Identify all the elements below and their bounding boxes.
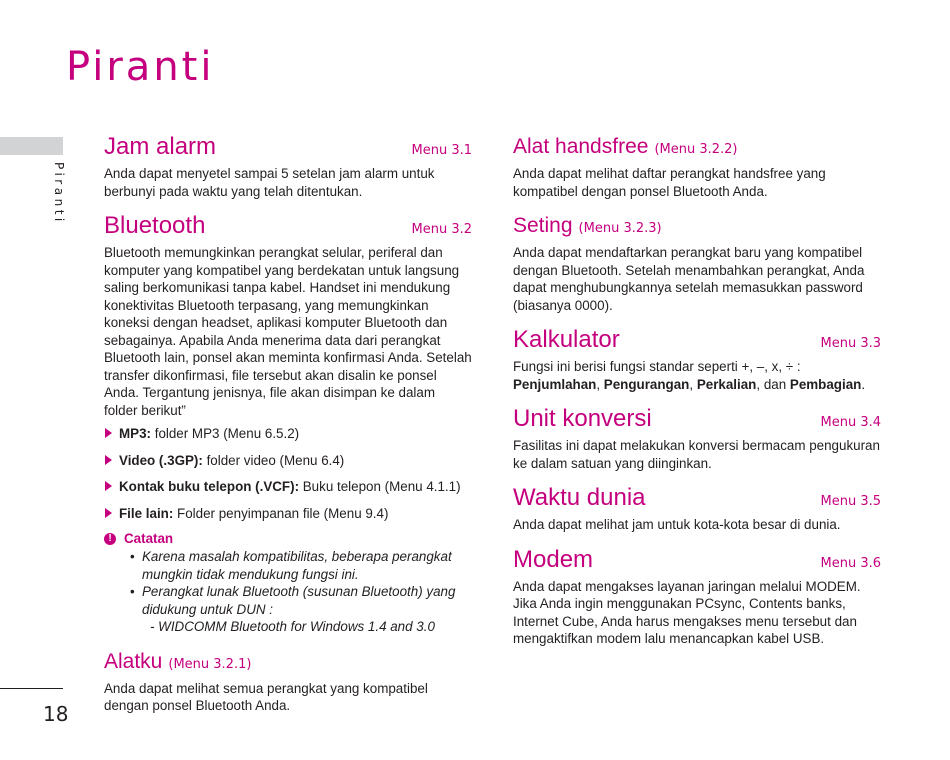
item-label: File lain: xyxy=(119,505,174,521)
section-modem xyxy=(513,546,881,648)
list-item xyxy=(104,425,472,443)
separator: , xyxy=(689,376,697,392)
section-alatku xyxy=(104,648,472,715)
menu-reference: Menu 3.2 xyxy=(411,222,472,237)
item-label: Video (.3GP): xyxy=(119,452,203,468)
section-body: Anda dapat menyetel sampai 5 setelan jam alarm untuk berbunyi pada waktu yang telah ditentukan. xyxy=(104,166,435,199)
section-body: Anda dapat mendaftarkan perangkat baru yang kompatibel dengan Bluetooth. Setelah menambahkan perangkat, Anda dapat menghubungkannya setelah memasukkan password (biasanya 0000). xyxy=(513,245,865,313)
section-body: Anda dapat melihat semua perangkat yang kompatibel dengan ponsel Bluetooth Anda. xyxy=(104,680,428,713)
section-title: Seting xyxy=(513,214,573,237)
menu-reference: Menu 3.6 xyxy=(820,555,881,571)
section-header xyxy=(513,405,881,433)
note-text: Karena masalah kompatibilitas, beberapa perangkat mungkin tidak mendukung fungsi ini. xyxy=(142,549,452,582)
section-header xyxy=(513,133,881,161)
triangle-bullet-icon xyxy=(105,428,112,438)
section-header xyxy=(104,133,472,161)
triangle-bullet-icon xyxy=(105,508,112,518)
section-title: Kalkulator xyxy=(513,326,620,353)
op-subtract: Pengurangan xyxy=(603,376,690,392)
list-item xyxy=(104,452,472,470)
section-body xyxy=(513,358,881,393)
menu-reference: (Menu 3.2.2) xyxy=(654,142,738,157)
section-kalkulator xyxy=(513,326,881,393)
folder-list xyxy=(104,425,472,522)
body-text: Fungsi ini berisi fungsi standar seperti +, –, x, ÷ : xyxy=(513,359,801,374)
note-box xyxy=(104,531,472,636)
page-title: Piranti xyxy=(66,44,215,90)
menu-reference: (Menu 3.2.1) xyxy=(168,656,252,672)
item-text: folder video (Menu 6.4) xyxy=(202,452,345,468)
triangle-bullet-icon xyxy=(105,481,112,491)
menu-reference: Menu 3.3 xyxy=(820,336,881,351)
note-item xyxy=(130,548,472,583)
menu-reference: Menu 3.5 xyxy=(820,494,881,509)
menu-reference: Menu 3.1 xyxy=(411,143,472,158)
section-title: Unit konversi xyxy=(513,405,652,432)
page-number: 18 xyxy=(43,702,69,726)
note-text: Perangkat lunak Bluetooth (susunan Bluetooth) yang didukung untuk DUN : xyxy=(142,584,456,617)
side-section-label: Piranti xyxy=(52,162,66,225)
op-divide: Pembagian xyxy=(789,376,862,392)
menu-reference: (Menu 3.2.3) xyxy=(578,221,662,236)
section-bluetooth xyxy=(104,212,472,636)
section-header xyxy=(513,484,881,512)
section-title: Alatku xyxy=(104,649,163,673)
list-item xyxy=(104,478,472,496)
note-header xyxy=(104,531,472,546)
note-subitem: - WIDCOMM Bluetooth for Windows 1.4 and 3.0 xyxy=(150,619,435,634)
item-text: Folder penyimpanan file (Menu 9.4) xyxy=(173,505,389,521)
section-title: Bluetooth xyxy=(104,212,206,239)
footer-rule xyxy=(0,688,63,689)
op-multiply: Perkalian xyxy=(696,376,757,392)
separator: , dan xyxy=(756,376,790,392)
section-body: Fasilitas ini dapat melakukan konversi bermacam pengukuran ke dalam satuan yang diinginkan. xyxy=(513,438,880,471)
section-header xyxy=(513,212,881,240)
section-waktu-dunia xyxy=(513,484,881,534)
section-body: Anda dapat melihat daftar perangkat handsfree yang kompatibel dengan ponsel Bluetooth Anda. xyxy=(513,166,826,199)
section-alat-handsfree xyxy=(513,133,881,200)
right-column xyxy=(513,133,881,660)
item-text: folder MP3 (Menu 6.5.2) xyxy=(151,426,300,441)
section-title: Jam alarm xyxy=(104,133,217,160)
section-title: Waktu dunia xyxy=(513,484,646,511)
exclamation-icon: ! xyxy=(104,533,116,545)
item-text: Buku telepon (Menu 4.1.1) xyxy=(299,479,461,494)
op-add: Penjumlahan xyxy=(513,376,597,392)
side-tab-bar xyxy=(0,137,63,155)
end-punct: . xyxy=(861,376,866,392)
left-column xyxy=(104,133,472,727)
section-body: Anda dapat mengakses layanan jaringan melalui MODEM. Jika Anda ingin menggunakan PCsync, Contents banks, Internet Cube, Anda harus mengakses menu tersebut dan mengaktifkan modem lalu menancapkan kabel USB. xyxy=(513,578,861,646)
section-title: Alat handsfree xyxy=(513,135,649,158)
section-seting xyxy=(513,212,881,314)
section-body: Anda dapat melihat jam untuk kota-kota besar di dunia. xyxy=(513,517,841,532)
section-header xyxy=(513,326,881,354)
separator: , xyxy=(596,376,604,392)
note-item xyxy=(130,583,472,636)
section-header xyxy=(104,212,472,240)
section-header xyxy=(104,648,472,676)
section-header xyxy=(513,546,881,574)
section-title: Modem xyxy=(513,545,594,573)
menu-reference: Menu 3.4 xyxy=(820,415,881,430)
section-jam-alarm xyxy=(104,133,472,200)
note-list xyxy=(104,548,472,636)
item-label: Kontak buku telepon (.VCF): xyxy=(119,479,300,494)
note-title: Catatan xyxy=(124,531,174,546)
section-body: Bluetooth memungkinkan perangkat selular, periferal dan komputer yang kompatibel yang berdekatan untuk langsung saling berkomunikasi tanpa kabel. Handset ini mendukung konektivitas Bluetooth terpasang, yang memungkinkan koneksi dengan headset, aplikasi komputer Bluetooth dan sebagainya. Apabila Anda menerima data dari perangkat Bluetooth lain, ponsel akan meminta konfirmasi Anda. Setelah transfer dikonfirmasi, file tersebut akan disalin ke ponsel Anda. Tergantung jenisnya, file akan disimpan ke dalam folder berikut” xyxy=(104,245,472,418)
item-label: MP3: xyxy=(119,426,151,441)
list-item xyxy=(104,505,472,523)
triangle-bullet-icon xyxy=(105,455,112,465)
section-unit-konversi xyxy=(513,405,881,472)
